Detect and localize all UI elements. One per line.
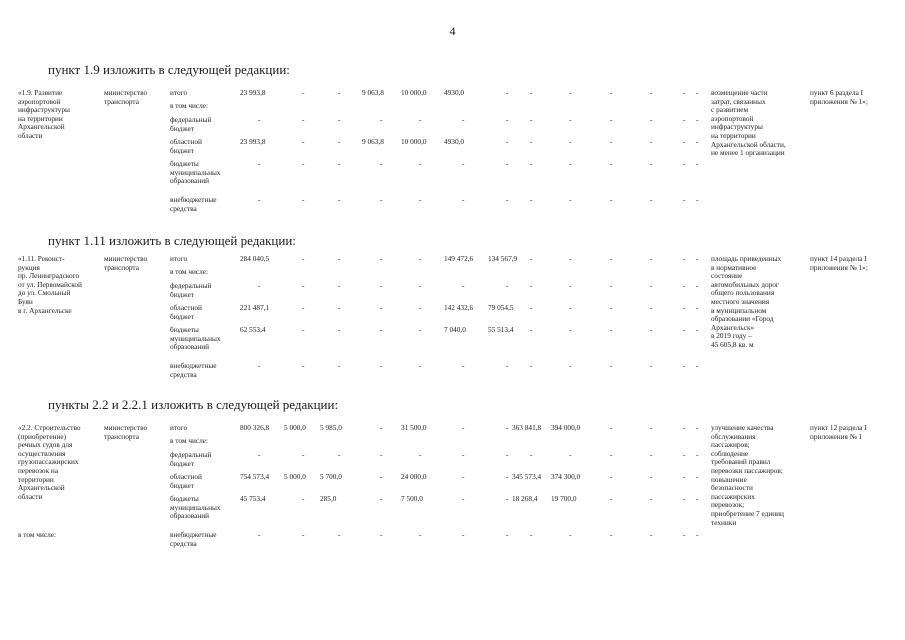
amount-cell: - xyxy=(338,530,341,539)
amount-cell: 4930,0 xyxy=(444,137,465,146)
amount-cell: - xyxy=(380,325,383,334)
amount-cell: - xyxy=(380,530,383,539)
funding-source: внебюджетные средства xyxy=(170,361,217,379)
amount-cell: - xyxy=(683,195,686,204)
amount-cell: - xyxy=(506,281,509,290)
amount-cell: - xyxy=(338,325,341,334)
amount-cell: - xyxy=(380,450,383,459)
funding-source: внебюджетные средства xyxy=(170,530,217,548)
amount-cell: - xyxy=(338,361,341,370)
amount-cell: - xyxy=(696,423,699,432)
funding-source: итого xyxy=(170,254,188,263)
amount-cell: - xyxy=(650,494,653,503)
amount-cell: 55 513,4 xyxy=(488,325,514,334)
amount-cell: - xyxy=(683,494,686,503)
amount-cell: - xyxy=(302,450,305,459)
amount-cell: - xyxy=(696,195,699,204)
amount-cell: - xyxy=(683,137,686,146)
amount-cell: - xyxy=(530,254,533,263)
executor: министерство транспорта xyxy=(104,88,148,106)
amount-cell: - xyxy=(530,281,533,290)
amount-cell: - xyxy=(419,281,422,290)
amount-cell: - xyxy=(380,281,383,290)
reference-note: пункт 14 раздела I приложения № 1»; xyxy=(810,254,868,272)
amount-cell: - xyxy=(610,281,613,290)
amount-cell: - xyxy=(338,88,341,97)
amount-cell: 221 487,1 xyxy=(240,303,270,312)
amount-cell: 10 000,0 xyxy=(401,88,427,97)
amount-cell: - xyxy=(569,325,572,334)
amount-cell: 45 753,4 xyxy=(240,494,266,503)
reference-note: пункт 6 раздела I приложения № 1»; xyxy=(810,88,868,106)
amount-cell: - xyxy=(380,159,383,168)
amount-cell: - xyxy=(462,361,465,370)
amount-cell: 9 063,8 xyxy=(362,88,384,97)
page-number: 4 xyxy=(449,24,456,38)
amount-cell: - xyxy=(696,361,699,370)
amount-cell: 18 268,4 xyxy=(512,494,538,503)
amount-cell: 345 573,4 xyxy=(512,472,542,481)
amount-cell: - xyxy=(530,450,533,459)
amount-cell: - xyxy=(696,303,699,312)
amount-cell: - xyxy=(610,254,613,263)
amount-cell: - xyxy=(506,159,509,168)
amount-cell: - xyxy=(302,254,305,263)
amount-cell: - xyxy=(302,325,305,334)
amount-cell: - xyxy=(506,450,509,459)
amount-cell: - xyxy=(506,472,509,481)
amount-cell: 134 567,9 xyxy=(488,254,518,263)
amount-cell: - xyxy=(506,423,509,432)
amount-cell: - xyxy=(419,361,422,370)
amount-cell: - xyxy=(683,530,686,539)
amount-cell: - xyxy=(380,254,383,263)
amount-cell: - xyxy=(338,115,341,124)
amount-cell: 24 000,0 xyxy=(401,472,427,481)
amount-cell: - xyxy=(610,325,613,334)
amount-cell: - xyxy=(462,450,465,459)
amount-cell: 31 500,0 xyxy=(401,423,427,432)
amount-cell: - xyxy=(302,303,305,312)
amount-cell: - xyxy=(419,303,422,312)
amount-cell: - xyxy=(506,115,509,124)
amount-cell: - xyxy=(683,361,686,370)
amount-cell: - xyxy=(530,137,533,146)
amount-cell: - xyxy=(380,472,383,481)
amount-cell: - xyxy=(302,195,305,204)
amount-cell: - xyxy=(380,303,383,312)
funding-source: бюджеты муниципальных образований xyxy=(170,159,221,186)
section-heading: пункт 1.9 изложить в следующей редакции: xyxy=(48,62,290,77)
amount-cell: - xyxy=(696,530,699,539)
item-title: «1.9. Развитие аэропортовой инфраструктуры на территории Архангельской области xyxy=(18,88,70,140)
amount-cell: - xyxy=(530,195,533,204)
reference-note: пункт 12 раздела I приложения № 1 xyxy=(810,423,867,441)
funding-source: бюджеты муниципальных образований xyxy=(170,494,221,521)
amount-cell: - xyxy=(380,361,383,370)
amount-cell: - xyxy=(338,303,341,312)
amount-cell: - xyxy=(650,254,653,263)
funding-source: областной бюджет xyxy=(170,472,202,490)
amount-cell: - xyxy=(338,159,341,168)
amount-cell: - xyxy=(462,530,465,539)
amount-cell: - xyxy=(569,254,572,263)
amount-cell: - xyxy=(696,472,699,481)
amount-cell: - xyxy=(506,361,509,370)
amount-cell: - xyxy=(650,450,653,459)
amount-cell: - xyxy=(696,254,699,263)
amount-cell: 5 000,0 xyxy=(284,423,306,432)
amount-cell: - xyxy=(683,303,686,312)
amount-cell: - xyxy=(569,450,572,459)
amount-cell: - xyxy=(650,325,653,334)
amount-cell: 374 300,0 xyxy=(551,472,581,481)
amount-cell: - xyxy=(610,472,613,481)
amount-cell: - xyxy=(462,281,465,290)
amount-cell: 62 553,4 xyxy=(240,325,266,334)
amount-cell: - xyxy=(530,159,533,168)
amount-cell: - xyxy=(650,195,653,204)
amount-cell: - xyxy=(650,530,653,539)
amount-cell: - xyxy=(683,325,686,334)
amount-cell: - xyxy=(530,530,533,539)
amount-cell: - xyxy=(696,137,699,146)
expected-result: улучшение качества обслуживания пассажиров; соблюдение требований правил перевозки пассажиров; повышение безопасности пассажирских перевозок; приобретение 7 единиц техники xyxy=(711,423,784,527)
amount-cell: 79 054,5 xyxy=(488,303,514,312)
amount-cell: - xyxy=(419,195,422,204)
amount-cell: - xyxy=(258,361,261,370)
amount-cell: - xyxy=(338,281,341,290)
amount-cell: - xyxy=(650,159,653,168)
amount-cell: - xyxy=(530,325,533,334)
amount-cell: - xyxy=(462,195,465,204)
amount-cell: - xyxy=(569,159,572,168)
amount-cell: - xyxy=(696,281,699,290)
amount-cell: - xyxy=(610,361,613,370)
amount-cell: - xyxy=(569,361,572,370)
funding-source: федеральный бюджет xyxy=(170,450,212,468)
amount-cell: - xyxy=(530,115,533,124)
amount-cell: 5 000,0 xyxy=(284,472,306,481)
amount-cell: - xyxy=(506,195,509,204)
amount-cell: - xyxy=(696,450,699,459)
amount-cell: - xyxy=(610,450,613,459)
amount-cell: - xyxy=(683,88,686,97)
amount-cell: - xyxy=(258,195,261,204)
amount-cell: 285,0 xyxy=(320,494,337,503)
amount-cell: - xyxy=(569,195,572,204)
amount-cell: 4930,0 xyxy=(444,88,465,97)
amount-cell: - xyxy=(610,88,613,97)
amount-cell: - xyxy=(696,494,699,503)
amount-cell: 800 326,8 xyxy=(240,423,270,432)
amount-cell: - xyxy=(610,195,613,204)
amount-cell: - xyxy=(506,88,509,97)
amount-cell: - xyxy=(380,494,383,503)
amount-cell: - xyxy=(462,159,465,168)
amount-cell: - xyxy=(419,325,422,334)
amount-cell: - xyxy=(650,137,653,146)
amount-cell: - xyxy=(338,450,341,459)
amount-cell: - xyxy=(610,303,613,312)
amount-cell: - xyxy=(696,88,699,97)
amount-cell: - xyxy=(650,281,653,290)
amount-cell: - xyxy=(380,115,383,124)
amount-cell: - xyxy=(683,115,686,124)
funding-source: бюджеты муниципальных образований xyxy=(170,325,221,352)
amount-cell: 5 985,0 xyxy=(320,423,342,432)
amount-cell: 284 040,5 xyxy=(240,254,270,263)
amount-cell: - xyxy=(258,281,261,290)
amount-cell: - xyxy=(683,281,686,290)
amount-cell: - xyxy=(338,254,341,263)
amount-cell: - xyxy=(569,115,572,124)
amount-cell: - xyxy=(258,115,261,124)
amount-cell: - xyxy=(610,530,613,539)
amount-cell: 5 700,0 xyxy=(320,472,342,481)
expected-result: площадь приведенных в нормативное состояние автомобильных дорог общего пользования местного значения в муниципальном образовании «Город Архангельск» в 2019 году – 45 605,8 кв. м xyxy=(711,254,782,349)
funding-source: в том числе: xyxy=(170,436,209,445)
amount-cell: 23 993,8 xyxy=(240,137,266,146)
amount-cell: - xyxy=(650,361,653,370)
amount-cell: - xyxy=(380,195,383,204)
amount-cell: - xyxy=(696,159,699,168)
amount-cell: - xyxy=(530,88,533,97)
amount-cell: - xyxy=(569,88,572,97)
amount-cell: - xyxy=(462,472,465,481)
funding-source: итого xyxy=(170,423,188,432)
amount-cell: 754 573,4 xyxy=(240,472,270,481)
funding-source: итого xyxy=(170,88,188,97)
amount-cell: - xyxy=(530,361,533,370)
item-title: «1.11. Реконст- рукция пр. Ленинградского от ул. Первомайской до ул. Смольный Буян в г. Архангельске xyxy=(18,254,82,315)
amount-cell: - xyxy=(569,281,572,290)
executor: министерство транспорта xyxy=(104,254,148,272)
amount-cell: - xyxy=(302,530,305,539)
funding-source: федеральный бюджет xyxy=(170,115,212,133)
amount-cell: - xyxy=(302,281,305,290)
amount-cell: - xyxy=(683,472,686,481)
funding-source: федеральный бюджет xyxy=(170,281,212,299)
amount-cell: - xyxy=(569,303,572,312)
amount-cell: - xyxy=(338,137,341,146)
amount-cell: - xyxy=(302,115,305,124)
amount-cell: - xyxy=(610,137,613,146)
amount-cell: - xyxy=(610,494,613,503)
section-heading: пункты 2.2 и 2.2.1 изложить в следующей редакции: xyxy=(48,397,339,412)
expected-result: возмещение части затрат, связанных с развитием аэропортовой инфраструктуры на территории Архангельской области, не менее 1 организации xyxy=(711,88,786,158)
amount-cell: - xyxy=(338,195,341,204)
amount-cell: - xyxy=(462,494,465,503)
amount-cell: - xyxy=(650,88,653,97)
amount-cell: - xyxy=(683,159,686,168)
amount-cell: - xyxy=(696,115,699,124)
funding-source: областной бюджет xyxy=(170,303,202,321)
amount-cell: - xyxy=(696,325,699,334)
amount-cell: 19 700,0 xyxy=(551,494,577,503)
amount-cell: - xyxy=(506,494,509,503)
amount-cell: - xyxy=(419,450,422,459)
funding-source: внебюджетные средства xyxy=(170,195,217,213)
amount-cell: - xyxy=(650,423,653,432)
amount-cell: - xyxy=(650,303,653,312)
amount-cell: 149 472,6 xyxy=(444,254,474,263)
amount-cell: - xyxy=(302,137,305,146)
amount-cell: 142 432,6 xyxy=(444,303,474,312)
amount-cell: - xyxy=(530,303,533,312)
funding-source: в том числе: xyxy=(170,267,209,276)
amount-cell: - xyxy=(683,423,686,432)
amount-cell: - xyxy=(258,530,261,539)
funding-source: областной бюджет xyxy=(170,137,202,155)
amount-cell: - xyxy=(462,115,465,124)
amount-cell: - xyxy=(569,530,572,539)
item-title: «2.2. Строительство (приобретение) речных судов для осуществления грузопассажирских перевозок на территории Архангельской области xyxy=(18,423,81,501)
amount-cell: - xyxy=(302,159,305,168)
amount-cell: - xyxy=(302,88,305,97)
item-subtitle: в том числе: xyxy=(18,530,57,539)
amount-cell: - xyxy=(610,159,613,168)
amount-cell: 394 000,0 xyxy=(551,423,581,432)
amount-cell: - xyxy=(419,530,422,539)
amount-cell: - xyxy=(419,159,422,168)
amount-cell: - xyxy=(419,254,422,263)
amount-cell: - xyxy=(650,115,653,124)
amount-cell: 7 040,0 xyxy=(444,325,466,334)
amount-cell: - xyxy=(419,115,422,124)
amount-cell: - xyxy=(258,450,261,459)
amount-cell: 10 000,0 xyxy=(401,137,427,146)
amount-cell: - xyxy=(462,423,465,432)
funding-source: в том числе: xyxy=(170,101,209,110)
amount-cell: - xyxy=(380,423,383,432)
amount-cell: - xyxy=(506,137,509,146)
amount-cell: - xyxy=(610,423,613,432)
amount-cell: 363 841,8 xyxy=(512,423,542,432)
amount-cell: 23 993,8 xyxy=(240,88,266,97)
amount-cell: - xyxy=(610,115,613,124)
amount-cell: - xyxy=(258,159,261,168)
amount-cell: - xyxy=(650,472,653,481)
section-heading: пункт 1.11 изложить в следующей редакции: xyxy=(48,233,296,248)
amount-cell: - xyxy=(302,494,305,503)
amount-cell: - xyxy=(506,530,509,539)
amount-cell: - xyxy=(683,450,686,459)
amount-cell: - xyxy=(569,137,572,146)
executor: министерство транспорта xyxy=(104,423,148,441)
amount-cell: 9 063,8 xyxy=(362,137,384,146)
amount-cell: 7 500,0 xyxy=(401,494,423,503)
amount-cell: - xyxy=(302,361,305,370)
amount-cell: - xyxy=(683,254,686,263)
